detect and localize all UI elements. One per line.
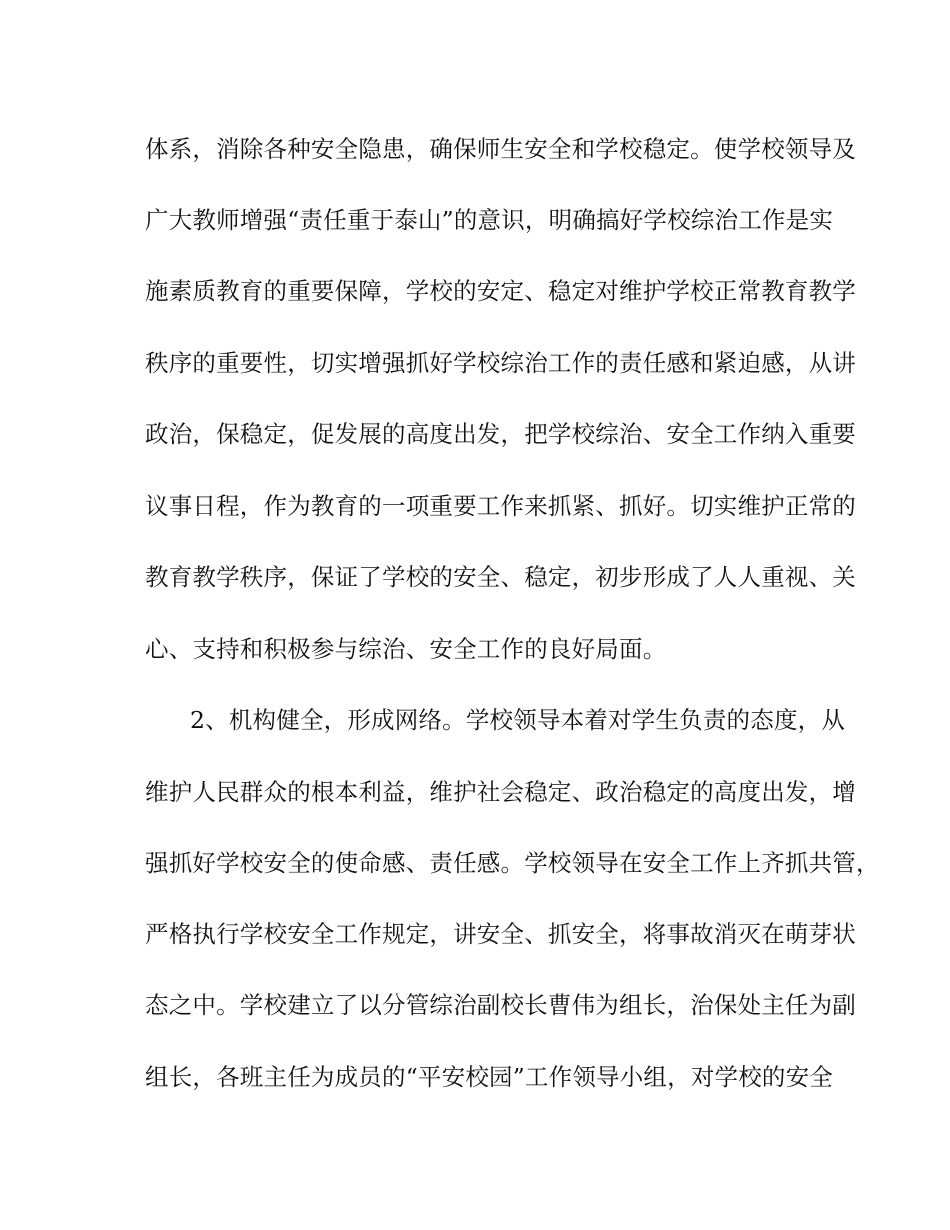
text-line: 强抓好学校安全的使命感、责任感。学校领导在安全工作上齐抓共管， [145, 849, 880, 877]
text-line: 施素质教育的重要保障，学校的安定、稳定对维护学校正常教育教学 [145, 277, 856, 305]
text-line: 心、支持和积极参与综治、安全工作的良好局面。 [145, 635, 667, 663]
text-line: 严格执行学校安全工作规定，讲安全、抓安全，将事故消灭在萌芽状 [145, 920, 856, 948]
text-line: 维护人民群众的根本利益，维护社会稳定、政治稳定的高度出发，增 [145, 778, 856, 806]
text-line: 秩序的重要性，切实增强抓好学校综治工作的责任感和紧迫感，从讲 [145, 349, 856, 377]
text-line: 广大教师增强“责任重于泰山”的意识，明确搞好学校综治工作是实 [145, 206, 834, 234]
text-line: 体系，消除各种安全隐患，确保师生安全和学校稳定。使学校领导及 [145, 135, 856, 163]
text-line: 政治，保稳定，促发展的高度出发，把学校综治、安全工作纳入重要 [145, 420, 856, 448]
text-line: 态之中。学校建立了以分管综治副校长曹伟为组长，治保处主任为副 [145, 991, 856, 1019]
text-line: 教育教学秩序，保证了学校的安全、稳定，初步形成了人人重视、关 [145, 563, 856, 591]
paragraph-start-line: 2、机构健全，形成网络。学校领导本着对学生负责的态度，从 [190, 706, 846, 734]
text-line: 组长，各班主任为成员的“平安校园”工作领导小组，对学校的安全 [145, 1063, 834, 1091]
text-line: 议事日程，作为教育的一项重要工作来抓紧、抓好。切实维护正常的 [145, 492, 856, 520]
